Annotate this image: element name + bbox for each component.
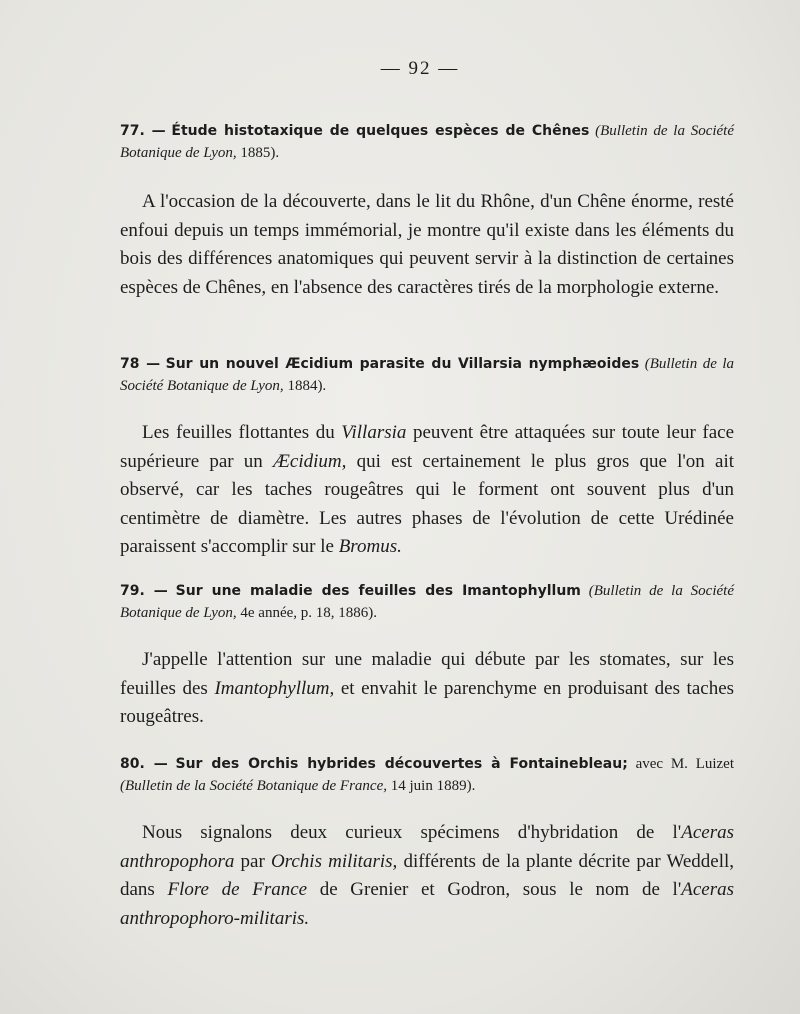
page-number: — 92 — [380,58,460,79]
body-text: Nous signalons deux curieux spécimens d'hybridation de l' [142,822,682,843]
entry-body [120,419,734,562]
entry-citation-year: 4e année, p. 18, 1886). [240,605,378,621]
body-text: différents de la plante décrite par Weddell, dans [120,850,735,900]
entry-heading [120,353,734,397]
entry-heading [120,580,734,624]
entry-heading [120,753,734,797]
entry-title: Sur une maladie des feuilles des Imantophyllum [175,583,581,599]
entry-coauthor: avec M. Luizet [635,756,735,772]
entry-heading [120,120,734,164]
entry-number: 80. — [120,756,168,772]
body-italic: Bromus. [338,536,402,557]
entry-80 [120,753,734,933]
body-text: qui est certainement le plus gros que l'on ait observé, car les taches rougeâtres qui le forment ont souvent plus d'un centimètre de diamètre. Les autres phases de l'évolution de cette Urédinée paraissent s'accomplir sur le [120,450,735,557]
body-italic: Orchis militaris, [270,850,398,872]
entry-number: 79. — [120,583,168,599]
entry-79 [120,580,734,732]
entry-citation: (Bulletin de la Société Botanique de Lyon, [120,583,734,621]
entry-citation: (Bulletin de la Société Botanique de Lyon, [120,123,734,161]
body-italic: Villarsia [341,422,407,443]
body-text: Les feuilles flottantes du [142,422,335,443]
entry-citation-year: 14 juin 1889). [390,778,476,794]
entry-citation: (Bulletin de la Société Botanique de France, [120,778,387,794]
entry-citation: (Bulletin de la Société Botanique de Lyon, [120,356,735,394]
body-text: et envahit le parenchyme en produisant des taches rougeâtres. [120,677,735,727]
entry-body: A l'occasion de la découverte, dans le lit du Rhône, d'un Chêne énorme, resté enfoui depuis un temps immémorial, je montre qu'il existe dans les éléments du bois des différences anatomiques qui peuvent servir à la distinction de certaines espèces de Chênes, en l'absence des caractères tirés de la morphologie externe. [120,191,734,298]
entry-title: Sur un nouvel Æcidium parasite du Villarsia nymphæoides [165,356,640,372]
entry-body [120,819,734,933]
entry-78 [120,353,734,562]
body-italic: Aceras anthropophoro-militaris. [120,879,735,929]
entry-citation-year: 1885). [240,145,280,161]
entry-number: 78 — [120,356,161,372]
entry-title: Étude histotaxique de quelques espèces de Chênes [171,123,590,139]
body-italic: Æcidium, [273,450,347,472]
body-italic: Aceras anthropophora [120,822,734,872]
entry-body [120,646,734,732]
entry-citation-year: 1884). [287,378,327,394]
body-italic: Imantophyllum, [214,677,335,699]
entry-title: Sur des Orchis hybrides découvertes à Fontainebleau; [175,756,628,772]
body-text: peuvent être attaquées sur toute leur face supérieure par un [120,422,734,472]
body-italic: Flore de France [167,879,308,900]
body-text: J'appelle l'attention sur une maladie qui débute par les stomates, sur les feuilles des [120,649,734,699]
entry-number: 77. — [120,123,166,139]
body-text: de Grenier et Godron, sous le nom de l' [319,879,682,900]
body-text: par [240,850,265,872]
entry-77 [120,120,734,302]
